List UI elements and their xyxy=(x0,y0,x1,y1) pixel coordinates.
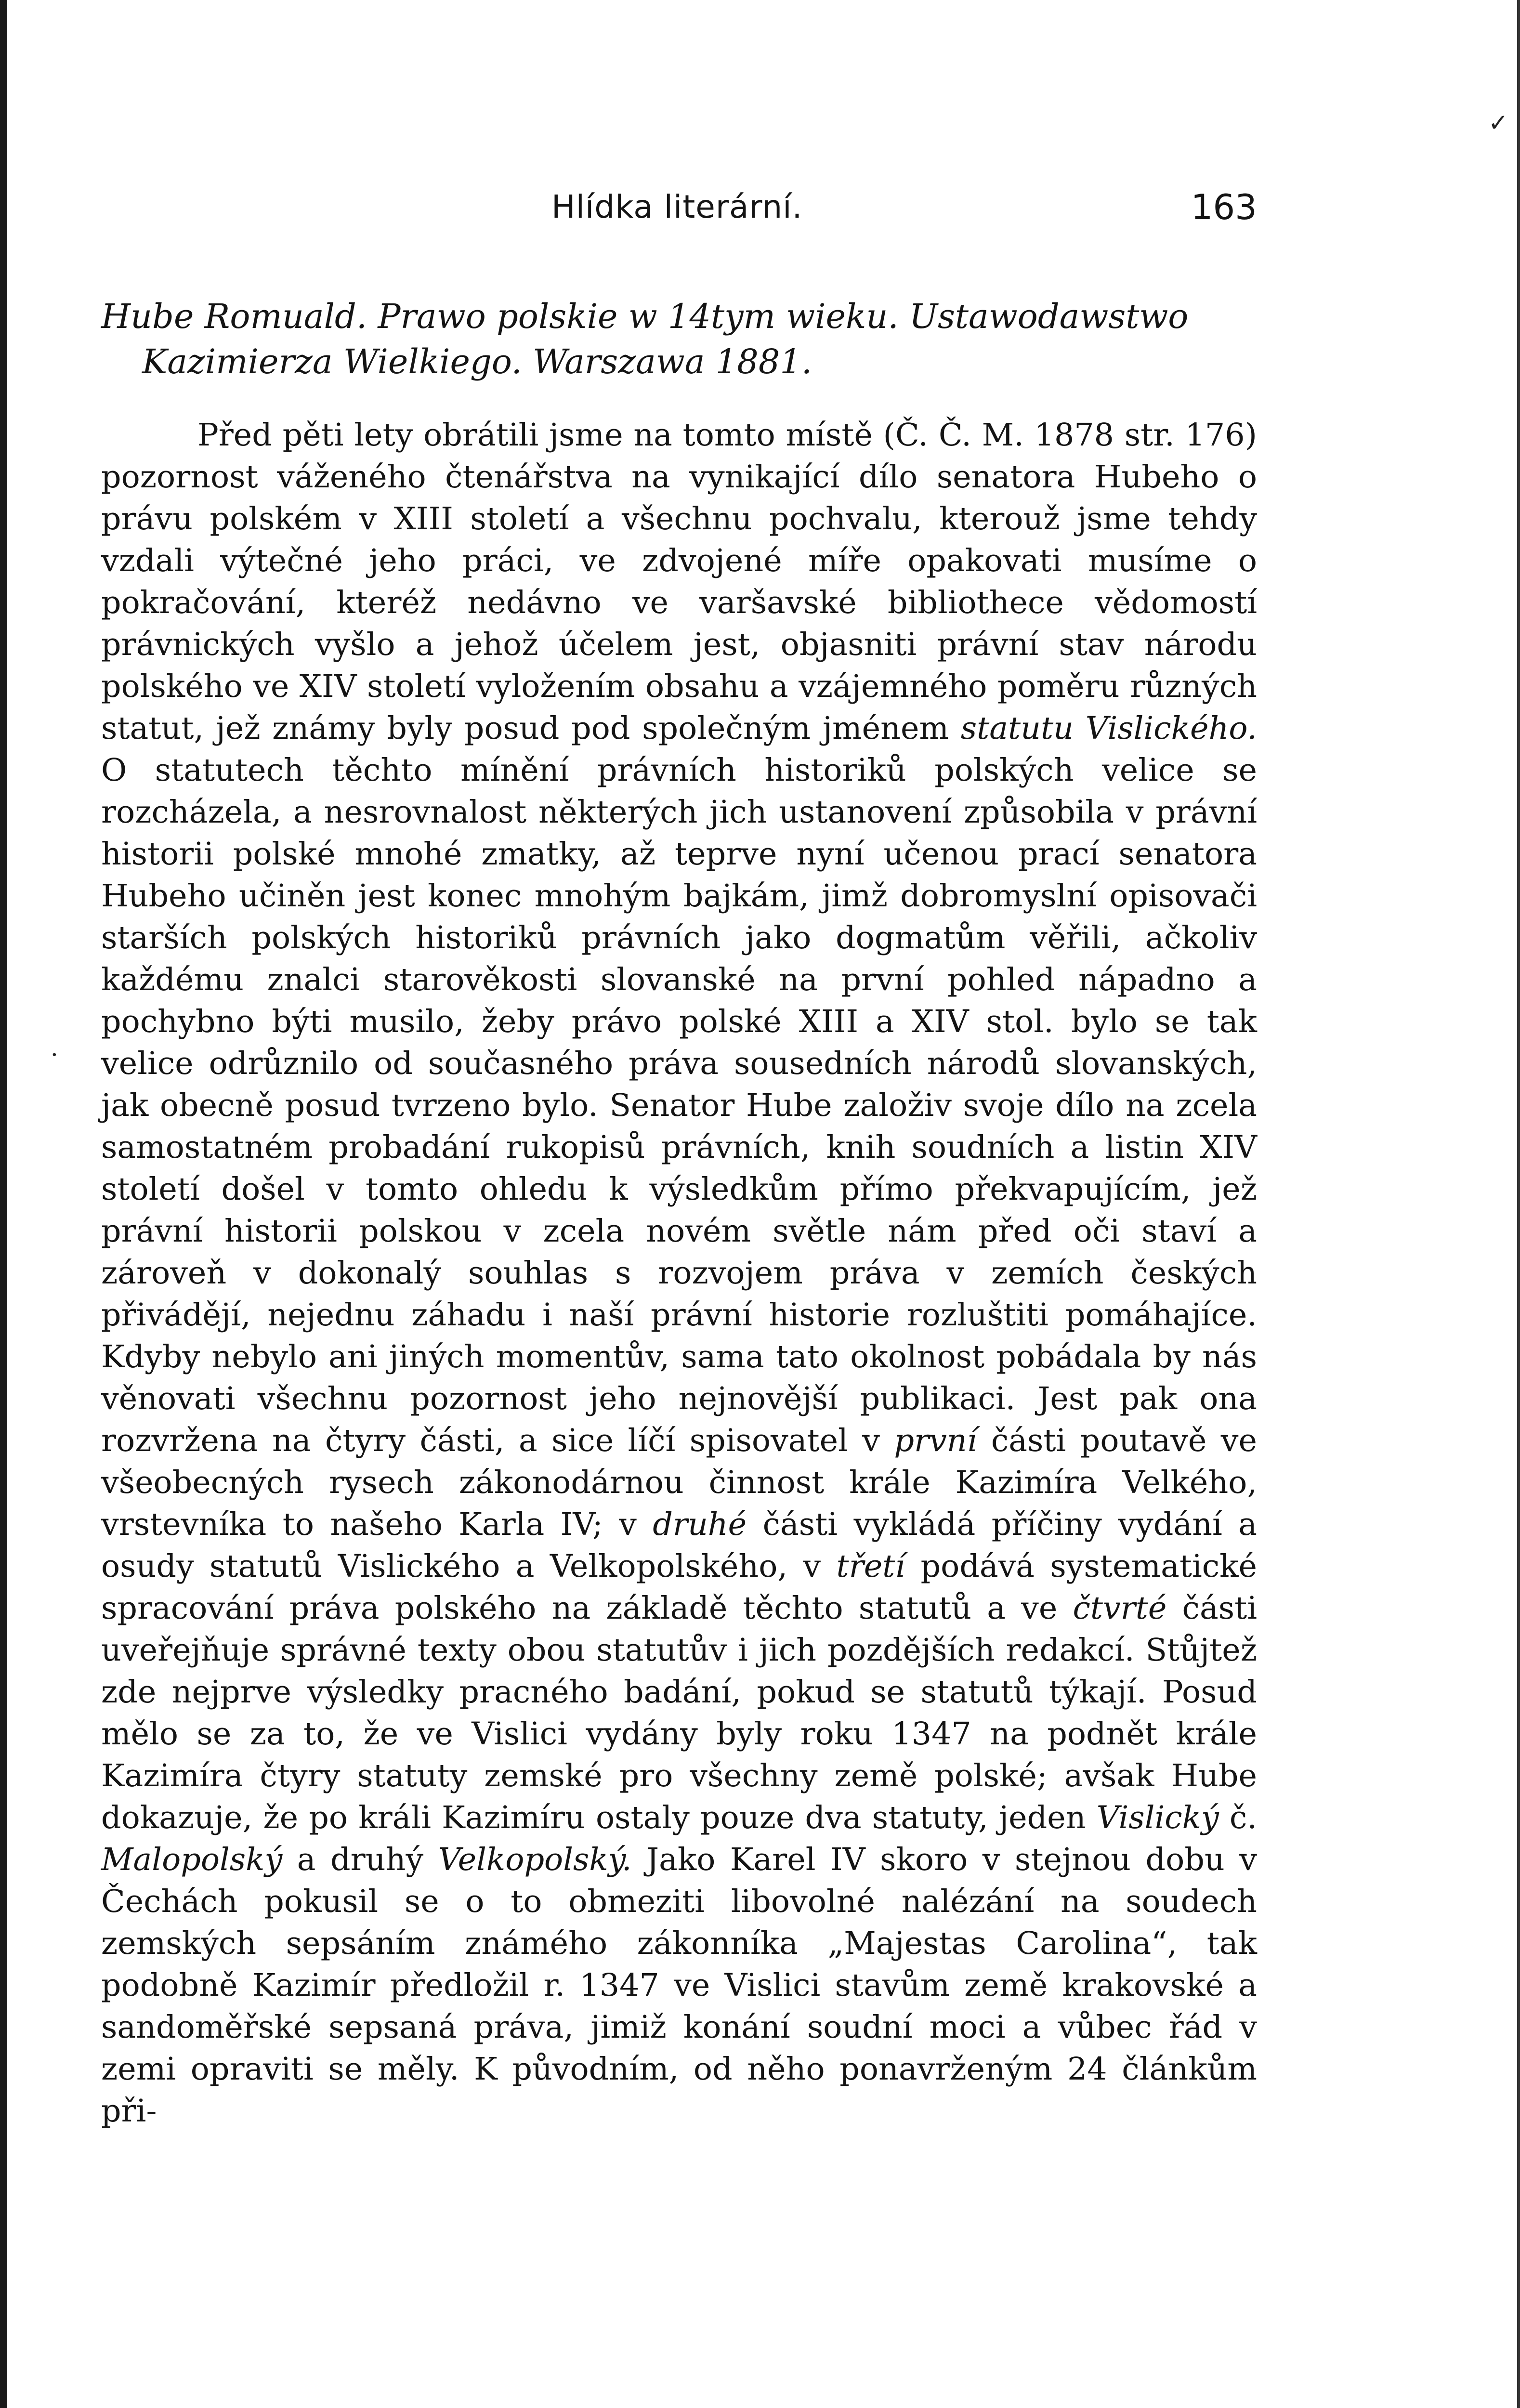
body-text-run: Před pěti lety obrátili jsme na tomto místě (Č. Č. M. 1878 str. 176) pozornost váženého čtenářstva na vynikající dílo senatora Hubeho o právu polském v XIII století a všechnu pochvalu, kterouž jsme tehdy vzdali výtečné jeho práci, ve zdvojené míře opakovati musíme o pokračování, kteréž nedávno ve varšavské bibliothece vědomostí právnických vyšlo a jehož účelem jest, objasniti právní stav národu polského ve XIV století vyložením obsahu a vzájemného poměru různých statut, jež známy byly posud pod společným jménem xyxy=(101,417,1257,746)
review-heading-line-2: Kazimierza Wielkiego. Warszawa 1881. xyxy=(142,342,812,381)
emphasis-treti: třetí xyxy=(836,1548,905,1584)
body-text-run: části uveřejňuje správné texty obou statutův i jich pozdějších redakcí. Stůjtež zde nejprve výsledky pracného badání, pokud se statutů týkají. Posud mělo se za to, že ve Vislici vydány byly roku 1347 na podnět krále Kazimíra čtyry statuty zemské pro všechny země polské; avšak Hube dokazuje, že po králi Kazimíru ostaly pouze dva statuty, jeden xyxy=(101,1590,1257,1836)
scan-left-edge xyxy=(0,0,7,2408)
review-heading-line-1: Hube Romuald. Prawo polskie w 14tym wieku. Ustawodawstwo xyxy=(101,297,1189,336)
body-text-run: a druhý xyxy=(282,1842,438,1878)
article-content xyxy=(101,294,1257,2132)
scan-right-edge xyxy=(1517,0,1520,2408)
emphasis-druhe: druhé xyxy=(653,1506,747,1543)
running-head xyxy=(101,183,1257,231)
emphasis-vislicky: Vislický xyxy=(1096,1800,1219,1836)
body-text-run: části poutavě ve všeobecných rysech zákonodárnou činnost krále Kazimíra Velkého, vrstevníka to našeho Karla IV; v xyxy=(101,1423,1257,1543)
running-title: Hlídka literární. xyxy=(551,188,803,225)
body-text-run: části vykládá příčiny vydání a osudy statutů Vislického a Velkopolského, v xyxy=(101,1506,1257,1584)
emphasis-prvni: první xyxy=(894,1423,977,1459)
body-text-run: č. xyxy=(1219,1800,1257,1836)
scan-artifact-mark: ✓ xyxy=(1488,109,1508,137)
scan-artifact-dot: · xyxy=(51,1041,58,1069)
emphasis-malopolsky: Malopolský xyxy=(101,1842,283,1878)
emphasis-ctvrte: čtvrté xyxy=(1073,1590,1167,1626)
review-heading xyxy=(101,294,1257,384)
review-body-paragraph xyxy=(101,414,1257,2132)
emphasis-velkopolsky: Velkopolský. xyxy=(438,1842,632,1878)
page-number: 163 xyxy=(1191,187,1257,227)
body-text-run: O statutech těchto mínění právních historiků polských velice se rozcházela, a nesrovnalost některých jich ustanovení způsobila v právní historii polské mnohé zmatky, až teprve nyní učenou prací senatora Hubeho učiněn jest konec mnohým bajkám, jimž dobromyslní opisovači starších polských historiků právních jako dogmatům věřili, ačkoliv každému znalci starověkosti slovanské na první pohled nápadno a pochybno býti musilo, žeby právo polské XIII a XIV stol. bylo se tak velice odrůznilo od současného práva sousedních národů slovanských, jak obecně posud tvrzeno bylo. Senator Hube založiv svoje dílo na zcela samostatném probadání rukopisů právních, knih soudních a listin XIV století došel v tomto ohledu k výsledkům přímo překvapujícím, jež právní historii polskou v zcela novém světle nám před oči staví a zároveň v dokonalý souhlas s rozvojem práva v zemích českých přivádějí, nejednu záhadu i naší právní historie rozluštiti pomáhajíce. Kdyby nebylo ani jiných momentův, sama tato okolnost pobádala by nás věnovati všechnu pozornost jeho nejnovější publikaci. Jest pak ona rozvržena na čtyry části, a sice líčí spisovatel v xyxy=(101,752,1257,1459)
emphasis-statutu-vislickeho: statutu Vislického. xyxy=(960,710,1257,746)
body-text-run: podává systematické spracování práva polského na základě těchto statutů a ve xyxy=(101,1548,1257,1626)
body-text-run: Jako Karel IV skoro v stejnou dobu v Čechách pokusil se o to obmeziti libovolné nalézání na soudech zemských sepsáním známého zákonníka „Majestas Carolina“, tak podobně Kazimír předložil r. 1347 ve Vislici stavům země krakovské a sandoměřské sepsaná práva, jimiž konání soudní moci a vůbec řád v zemi opraviti se měly. K původním, od něho ponavrženým 24 článkům při- xyxy=(101,1842,1257,2129)
